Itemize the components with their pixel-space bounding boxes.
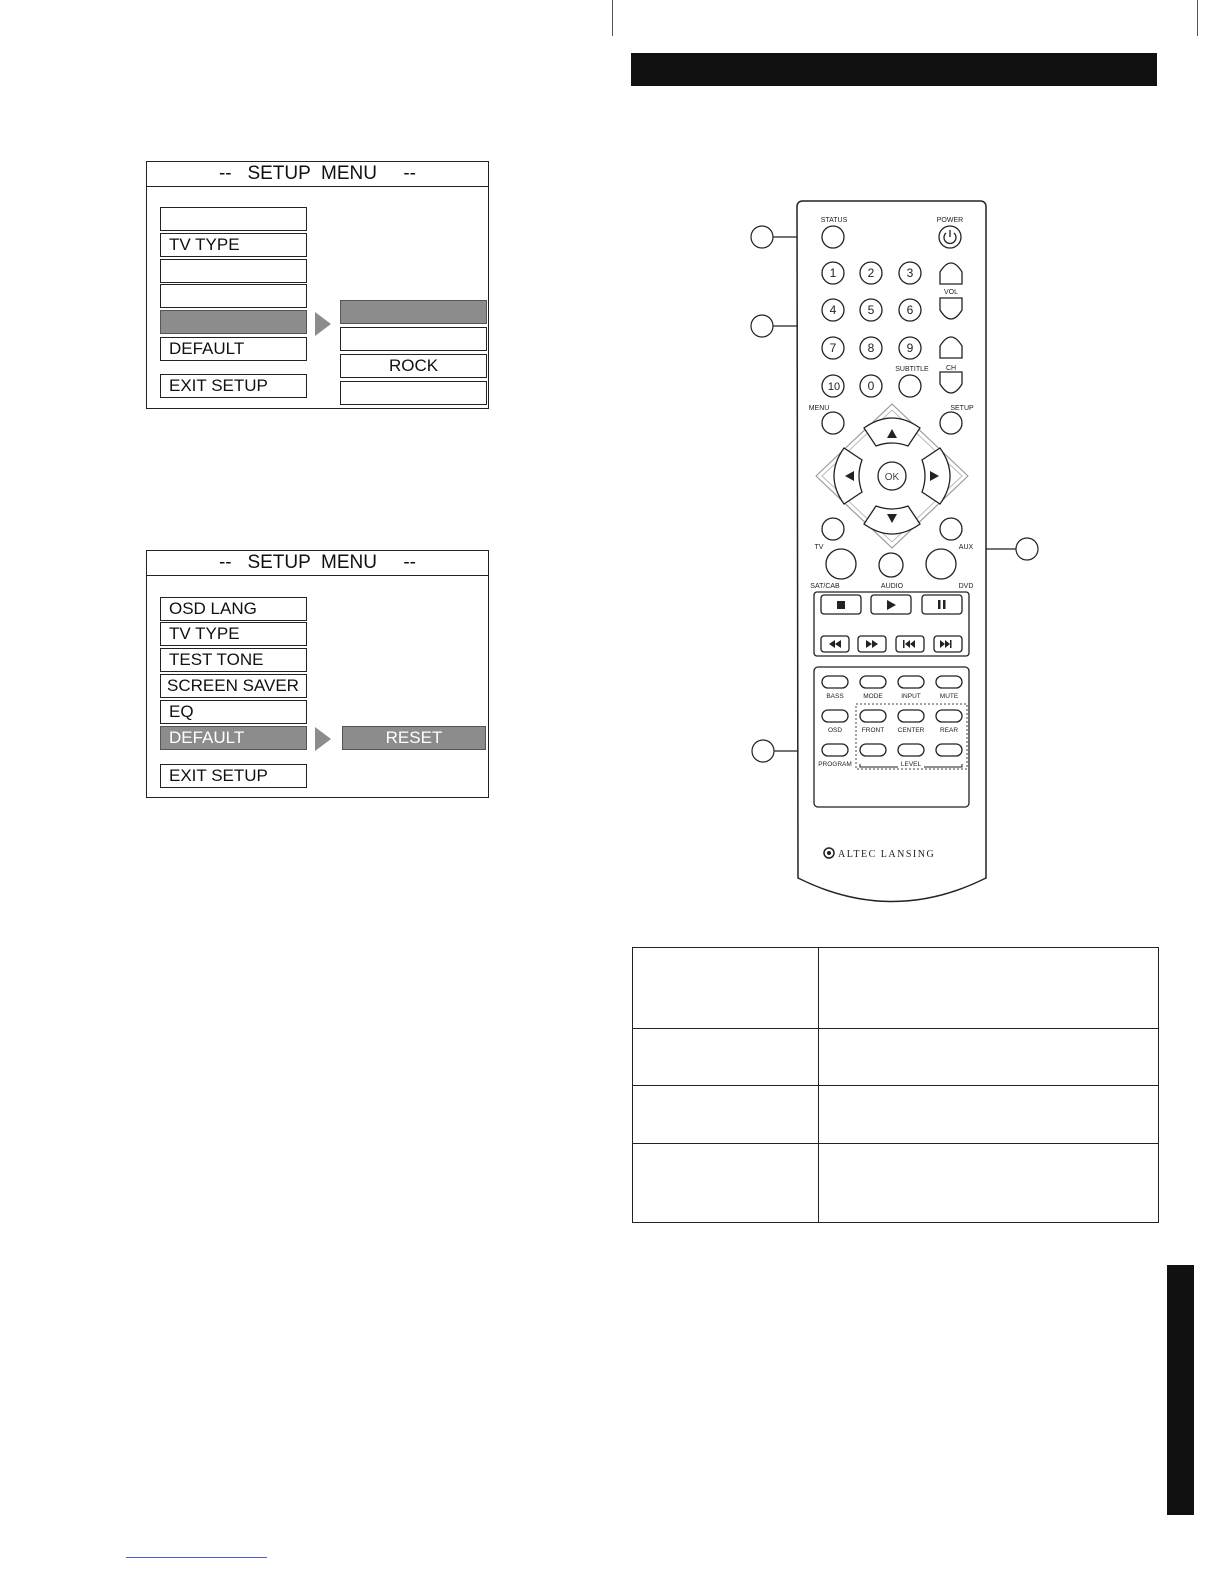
- menu-item-default[interactable]: DEFAULT: [160, 726, 307, 750]
- rear-button: [936, 710, 962, 722]
- menu-item-blank[interactable]: [160, 259, 307, 283]
- ok-label: OK: [884, 472, 900, 483]
- bass-label: BASS: [826, 693, 844, 700]
- submenu-item[interactable]: [340, 381, 487, 405]
- brand-text: ALTEC LANSING: [838, 849, 936, 860]
- button-description-table: [632, 947, 1159, 1223]
- menu-label: MENU: [808, 405, 830, 412]
- level-button-2: [898, 744, 924, 756]
- status-label: STATUS: [820, 217, 848, 224]
- digit-5: 5: [867, 303, 875, 317]
- setup-menu-default: [146, 550, 489, 798]
- table-cell: [819, 1029, 1159, 1086]
- digit-1: 1: [829, 266, 837, 280]
- front-button: [860, 710, 886, 722]
- digit-6: 6: [906, 303, 914, 317]
- submenu-item-rock[interactable]: ROCK: [340, 354, 487, 378]
- mode-button: [860, 676, 886, 688]
- mute-button: [936, 676, 962, 688]
- ch-label: CH: [945, 365, 957, 372]
- menu-item-blank[interactable]: [160, 207, 307, 231]
- section-header-bar: [631, 53, 1157, 86]
- center-button: [898, 710, 924, 722]
- setup-menu-eq: [146, 161, 489, 409]
- menu-item-test-tone[interactable]: TEST TONE: [160, 648, 307, 672]
- remote-control-illustration: [740, 196, 1070, 916]
- menu-title: -- SETUP MENU --: [147, 551, 488, 576]
- table-cell: [633, 1086, 819, 1144]
- digit-0: 0: [867, 379, 875, 393]
- menu-item-blank[interactable]: [160, 284, 307, 308]
- table-cell: [819, 1086, 1159, 1144]
- rear-label: REAR: [939, 727, 959, 734]
- menu-item-screen-saver[interactable]: SCREEN SAVER: [160, 674, 307, 698]
- digit-9: 9: [906, 341, 914, 355]
- vol-label: VOL: [943, 289, 959, 296]
- menu-item-tv-type[interactable]: TV TYPE: [160, 622, 307, 646]
- submenu-arrow-icon: [315, 312, 331, 336]
- table-cell: [819, 1144, 1159, 1223]
- stop-icon: [837, 601, 845, 609]
- section-side-tab: [1167, 1265, 1194, 1515]
- top-divider-right: [1197, 0, 1198, 36]
- aux-label: AUX: [958, 544, 974, 551]
- program-button: [822, 744, 848, 756]
- osd-label: OSD: [827, 727, 843, 734]
- bass-button: [822, 676, 848, 688]
- menu-button: [822, 412, 844, 434]
- menu-title: -- SETUP MENU --: [147, 162, 488, 187]
- dvd-button: [926, 549, 956, 579]
- program-label: PROGRAM: [818, 761, 852, 768]
- digit-10: 10: [827, 381, 841, 393]
- input-button: [898, 676, 924, 688]
- setup-button: [940, 412, 962, 434]
- top-divider-left: [612, 0, 613, 36]
- altec-lansing-logo: [824, 848, 935, 860]
- submenu-item-reset[interactable]: RESET: [342, 726, 486, 750]
- table-cell: [633, 1144, 819, 1223]
- submenu-item[interactable]: [340, 327, 487, 351]
- submenu-item-selected[interactable]: [340, 300, 487, 324]
- dvd-label: DVD: [958, 583, 974, 590]
- menu-item-exit-setup[interactable]: EXIT SETUP: [160, 764, 307, 788]
- menu-item-default[interactable]: DEFAULT: [160, 337, 307, 361]
- level-button-1: [860, 744, 886, 756]
- table-row: [633, 1144, 1159, 1223]
- menu-item-selected[interactable]: [160, 310, 307, 334]
- digit-7: 7: [829, 341, 837, 355]
- table-cell: [633, 1029, 819, 1086]
- mode-label: MODE: [863, 693, 883, 700]
- table-cell: [819, 948, 1159, 1029]
- menu-item-osd-lang[interactable]: OSD LANG: [160, 597, 307, 621]
- table-row: [633, 1029, 1159, 1086]
- center-label: CENTER: [897, 727, 925, 734]
- submenu-arrow-icon: [315, 727, 331, 751]
- front-label: FRONT: [861, 727, 885, 734]
- table-row: [633, 1086, 1159, 1144]
- digit-4: 4: [829, 303, 837, 317]
- menu-item-eq[interactable]: EQ: [160, 700, 307, 724]
- menu-item-exit-setup[interactable]: EXIT SETUP: [160, 374, 307, 398]
- status-button: [822, 226, 844, 248]
- satcab-label: SAT/CAB: [810, 583, 840, 590]
- setup-label: SETUP: [950, 405, 974, 412]
- digit-3: 3: [906, 266, 914, 280]
- subtitle-label: SUBTITLE: [895, 366, 929, 373]
- input-label: INPUT: [901, 693, 921, 700]
- table-row: [633, 948, 1159, 1029]
- tv-button: [822, 518, 844, 540]
- table-cell: [633, 948, 819, 1029]
- aux-button: [940, 518, 962, 540]
- mute-label: MUTE: [939, 693, 959, 700]
- audio-label: AUDIO: [880, 583, 904, 590]
- menu-item-tv-type[interactable]: TV TYPE: [160, 233, 307, 257]
- osd-button: [822, 710, 848, 722]
- link-underline[interactable]: [126, 1557, 267, 1558]
- level-label: LEVEL: [900, 761, 922, 768]
- pause-button: [922, 595, 962, 614]
- satcab-button: [826, 549, 856, 579]
- audio-button: [879, 553, 903, 577]
- digit-2: 2: [867, 266, 875, 280]
- digit-8: 8: [867, 341, 875, 355]
- tv-label: TV: [814, 544, 824, 551]
- level-button-3: [936, 744, 962, 756]
- power-label: POWER: [936, 217, 964, 224]
